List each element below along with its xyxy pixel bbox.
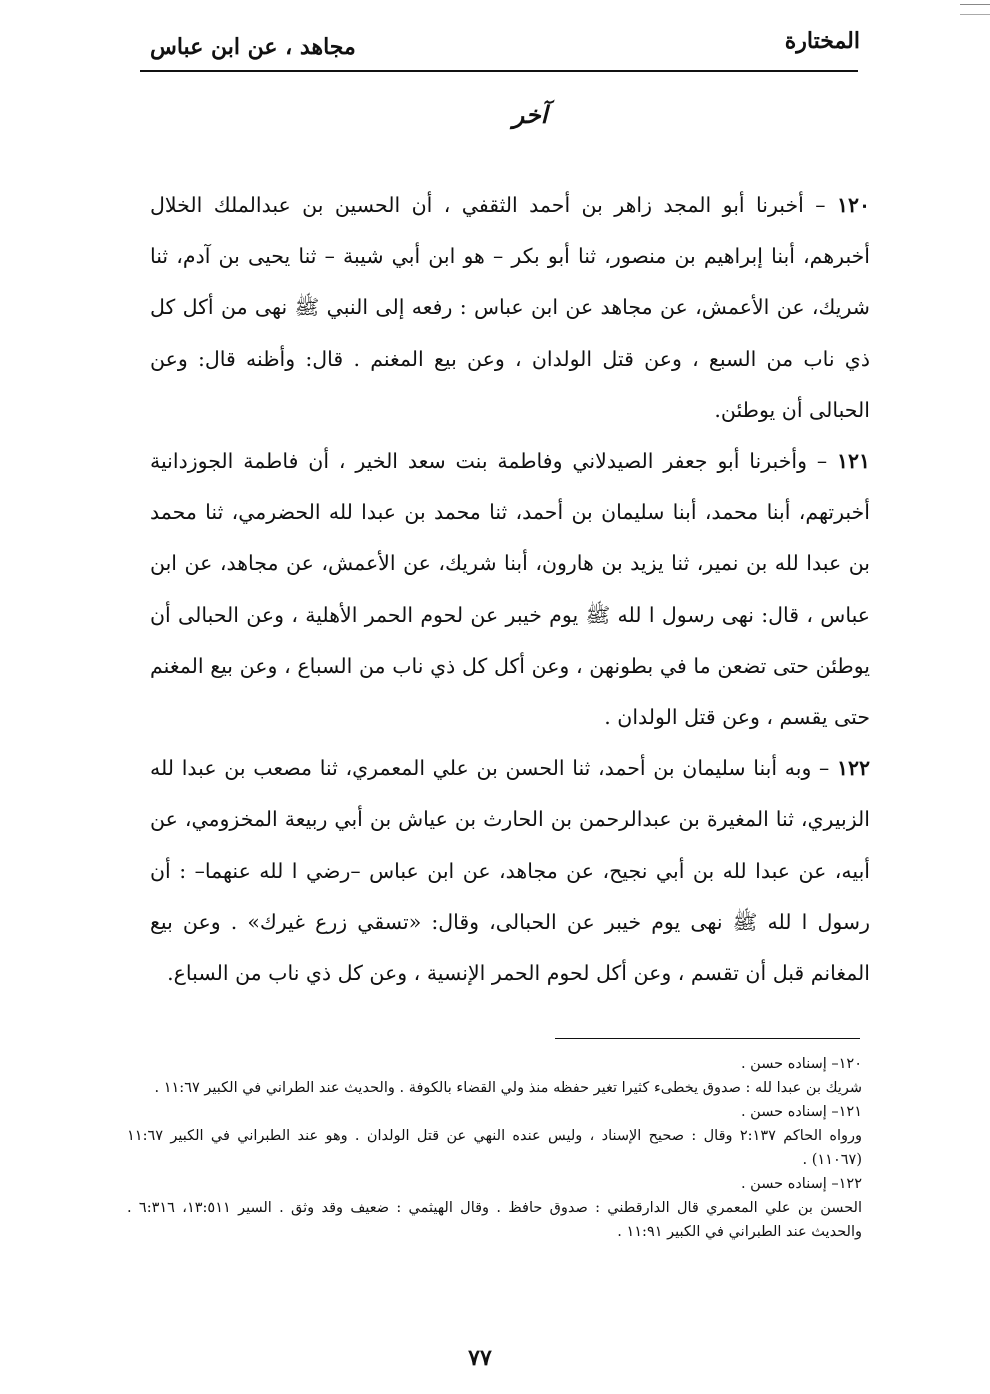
hadith-paragraph <box>150 436 870 743</box>
hadith-number: ١٢٠ <box>836 193 870 217</box>
main-text <box>150 180 870 999</box>
running-header-chapter-title: مجاهد ، عن ابن عباس <box>150 34 356 60</box>
running-header-book-title: المختارة <box>784 28 860 54</box>
footnote-heading: ١٢١– إسناده حسن . <box>740 1104 862 1120</box>
hadith-text: – وبه أبنا سليمان بن أحمد، ثنا الحسن بن علي المعمري، ثنا مصعب بن عبدا لله الزبيري، ثنا المغيرة بن عبدالرحمن بن الحارث بن عياش بن أبي ربيعة المخزومي، عن أبيه، عن عبدا لله بن أبي نجيح، عن مجاهد، عن ابن عباس –رضي ا لله عنهما– : أن رسول ا لله ﷺ نهى يوم خيبر عن الحبالى، وقال: «تسقي زرع غيرك» . وعن بيع المغانم قبل أن تقسم ، وعن أكل لحوم الحمر الإنسية ، وعن كل ذي ناب من السباع. <box>150 756 870 986</box>
footnote-text: ورواه الحاكم ٢:١٣٧ وقال : صحيح الإسناد ، وليس عنده النهي عن قتل الولدان . وهو عند الطبراني في الكبير ١١:٦٧ (١١٠٦٧) . <box>127 1128 862 1168</box>
hadith-text: – أخبرنا أبو المجد زاهر بن أحمد الثقفي ، أن الحسين بن عبدالملك الخلال أخبرهم، أبنا إبراهيم بن منصور، ثنا أبو بكر – هو ابن أبي شيبة – ثنا يحيى بن آدم، ثنا شريك، عن الأعمش، عن مجاهد عن ابن عباس : رفعه إلى النبي ﷺ نهى من أكل كل ذي ناب من السبع ، وعن قتل الولدان ، وعن بيع المغنم . قال: وأظنه قال: وعن الحبالى أن يوطئن. <box>150 193 870 422</box>
scan-edge-mark <box>960 4 990 5</box>
footnote-heading: ١٢٠– إسناده حسن . <box>740 1056 862 1072</box>
footnote-text: الحسن بن علي المعمري قال الدارقطني : صدوق حافظ . وقال الهيثمي : ضعيف وقد وثق . السير ١٣:٥١١، ٦:٣١٦ . والحديث عند الطبراني في الكبير ١١:٩١ . <box>127 1200 863 1240</box>
hadith-paragraph <box>150 743 870 999</box>
header-divider <box>140 70 858 72</box>
page-number: ٧٧ <box>468 1345 492 1371</box>
scan-edge-mark <box>960 14 990 15</box>
hadith-paragraph <box>150 180 870 436</box>
footnote-heading: ١٢٢– إسناده حسن . <box>740 1176 862 1192</box>
section-title: آخر <box>512 100 548 129</box>
hadith-number: ١٢١ <box>836 449 870 474</box>
footnote-text: شريك بن عبدا لله : صدوق يخطىء كثيرا تغير حفظه منذ ولي القضاء بالكوفة . والحديث عند الطراني في الكبير ١١:٦٧ . <box>154 1080 862 1096</box>
hadith-text: – وأخبرنا أبو جعفر الصيدلاني وفاطمة بنت سعد الخير ، أن فاطمة الجوزدانية أخبرتهم، أبنا محمد، أبنا سليمان بن أحمد، ثنا محمد بن عبدا لله الحضرمي، ثنا محمد بن عبدا لله بن نمير، ثنا يزيد بن هارون، أبنا شريك، عن الأعمش، عن مجاهد، عن ابن عباس ، قال: نهى رسول ا لله ﷺ يوم خيبر عن لحوم الحمر الأهلية ، وعن الحبالى أن يوطئن حتى تضعن ما في بطونهن ، وعن أكل كل ذي ناب من السباع ، وعن بيع المغنم حتى يقسم ، وعن قتل الولدان . <box>150 449 870 730</box>
footnotes <box>127 1052 862 1244</box>
footnote-divider <box>555 1038 860 1039</box>
hadith-number: ١٢٢ <box>836 756 870 781</box>
